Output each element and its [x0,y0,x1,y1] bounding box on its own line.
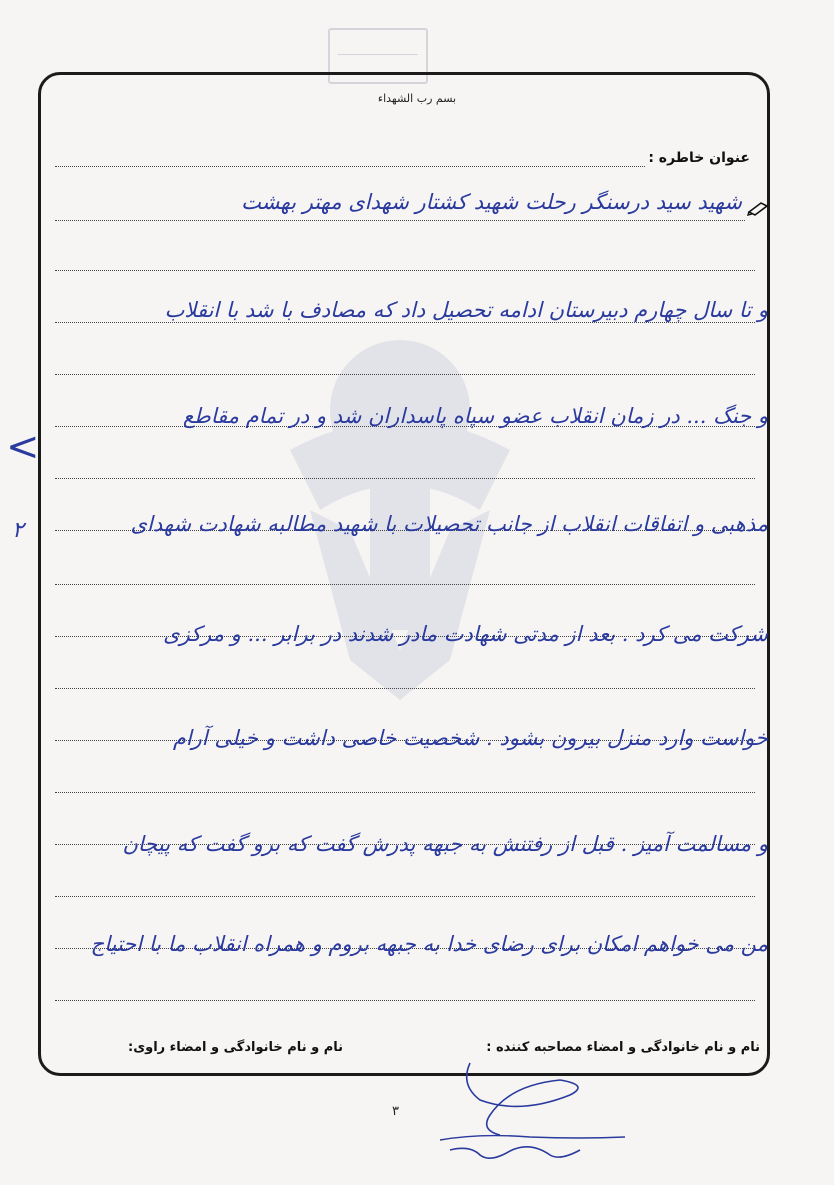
margin-mark: < [6,424,40,470]
title-dotted-line [55,166,645,167]
dotted-line [55,1000,755,1001]
narrator-signature-label: نام و نام خانوادگی و امضاء راوی: [128,1040,343,1055]
pen-icon [747,200,771,216]
page-number: ۳ [392,1104,399,1119]
dotted-line [55,478,755,479]
dotted-line [55,584,755,585]
dotted-line [55,792,755,793]
handwritten-line: من می خواهم امکان برای رضای خدا به جبهه بروم و همراه انقلاب ما با احتیاج [90,932,768,956]
handwritten-line: شهید سید درسنگر رحلت شهید کشتار شهدای مهتر بهشت [241,190,742,214]
dotted-line [55,322,755,323]
handwritten-line: مذهبی و اتفاقات انقلاب از جانب تحصیلات با شهید مطالبه شهادت شهدای [130,512,768,536]
bismillah-heading: بسم رب الشهداء [377,92,457,105]
handwritten-line: خواست وارد منزل بیرون بشود . شخصیت خاصی داشت و خیلی آرام [172,726,768,750]
margin-mark: ۲ [12,518,24,543]
dotted-line [55,220,745,221]
interviewer-signature-label: نام و نام خانوادگی و امضاء مصاحبه کننده : [486,1040,760,1055]
handwritten-line: و تا سال چهارم دبیرستان ادامه تحصیل داد که مصادف با شد با انقلاب [164,298,768,322]
dotted-line [55,270,755,271]
handwritten-line: شرکت می کرد . بعد از مدتی شهادت مادر شدند در برابر ... و مرکزی [163,622,768,646]
handwritten-line: و مسالمت آمیز . قبل از رفتنش به جبهه پدرش گفت که برو گفت که پیچان [122,832,768,856]
dotted-line [55,896,755,897]
dotted-line [55,688,755,689]
handwritten-line: و جنگ ... در زمان انقلاب عضو سپاه پاسداران شد و در تمام مقاطع [182,404,768,428]
dotted-line [55,374,755,375]
memory-title-label: عنوان خاطره : [648,150,750,166]
handwritten-signature [420,1055,640,1170]
